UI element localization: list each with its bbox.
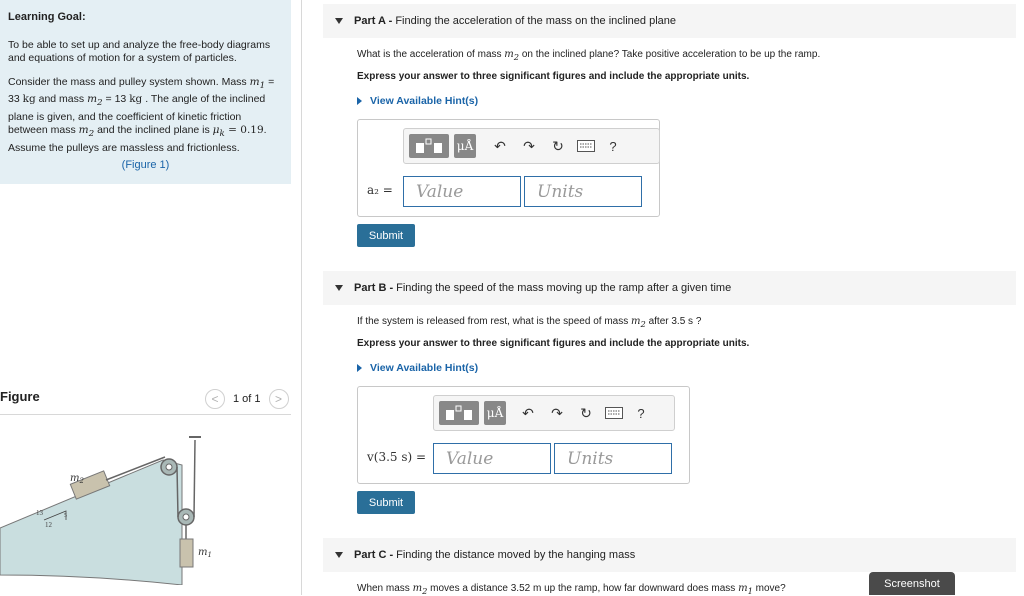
redo-icon[interactable]: ↷ [551,404,563,421]
part-a-header[interactable]: Part A - Finding the acceleration of the mass on the inclined plane [323,4,1016,38]
expand-arrow-icon [357,97,362,105]
part-b-answer-box [357,386,690,484]
part-b-answer-label: v(3.5 s) = [367,450,427,464]
units-symbol-button[interactable]: μÅ [484,401,506,425]
pulley-figure [0,425,230,585]
part-b-submit-button[interactable]: Submit [357,491,415,514]
next-figure-button[interactable]: > [269,389,289,409]
templates-icon[interactable] [409,134,449,158]
learning-goal-text: To be able to set up and analyze the free-body diagrams and equations of motion for a system of particles. [8,38,271,64]
figure-page-count: 1 of 1 [233,393,261,405]
part-c-title: Finding the distance moved by the hanging mass [396,549,636,561]
figure-title: Figure [0,389,40,404]
part-b-value-input[interactable]: Value [433,443,551,474]
part-a-submit-button[interactable]: Submit [357,224,415,247]
undo-icon[interactable]: ↶ [494,137,506,154]
keyboard-icon[interactable] [575,134,597,158]
expand-arrow-icon [357,364,362,372]
learning-goal-heading: Learning Goal: [8,11,86,23]
help-icon[interactable]: ? [609,138,617,154]
part-a-answer-label: a₂ = [367,183,393,197]
label-m1: $m_1$ [198,547,212,559]
units-symbol-button[interactable]: μÅ [454,134,476,158]
help-icon[interactable]: ? [637,405,645,421]
screenshot-button[interactable]: Screenshot [869,572,955,595]
part-b-requirement: Express your answer to three significant figures and include the appropriate units. [357,338,750,349]
part-b-header[interactable]: Part B - Finding the speed of the mass moving up the ramp after a given time [323,271,1016,305]
part-a-value-input[interactable]: Value [403,176,521,207]
undo-icon[interactable]: ↶ [522,404,534,421]
rope-left [177,467,178,517]
collapse-arrow-icon[interactable] [335,18,343,24]
svg-text:5: 5 [64,513,67,519]
part-a-hint-link[interactable]: View Available Hint(s) [357,95,478,107]
keyboard-icon[interactable] [603,401,625,425]
part-c-header[interactable]: Part C - Finding the distance moved by the hanging mass [323,538,1016,572]
collapse-arrow-icon[interactable] [335,285,343,291]
part-b-units-input[interactable]: Units [554,443,672,474]
figure-link[interactable]: (Figure 1) [121,159,170,171]
prev-figure-button[interactable]: < [205,389,225,409]
templates-icon[interactable] [439,401,479,425]
figure-divider [0,414,291,415]
part-b-title: Finding the speed of the mass moving up the ramp after a given time [396,282,732,294]
reset-icon[interactable]: ↻ [580,404,592,421]
rope-right [194,440,195,517]
part-b-question: If the system is released from rest, what is the speed of mass $m_2$ after 3.5 s ? [357,316,702,329]
problem-statement: Consider the mass and pulley system shown. Mass $m_1 = 33$ kg and mass $m_2 = 13$ kg . The angle of the inclined plane is given, and the coefficient of kinetic friction between mass $m_2$ and the inclined plane is $\mu_k = 0.19$. Assume the pulleys are massless and frictionless. [8,75,275,154]
learning-goal-panel [0,0,291,184]
part-a-answer-box [357,119,660,217]
reset-icon[interactable]: ↻ [552,137,564,154]
collapse-arrow-icon[interactable] [335,552,343,558]
part-a-title: Finding the acceleration of the mass on the inclined plane [395,15,676,27]
svg-text:13: 13 [36,509,43,517]
left-panel [0,0,291,595]
mass-m1-block [180,539,193,567]
figure-pager [205,389,289,409]
label-m2: $m_2$ [70,473,84,485]
redo-icon[interactable]: ↷ [523,137,535,154]
part-b-toolbar [433,395,675,431]
right-panel [323,0,1024,595]
part-a-question: What is the acceleration of mass $m_2$ on the inclined plane? Take positive acceleration to be up the ramp. [357,49,821,62]
panel-divider [301,0,302,595]
part-c-question: When mass $m_2$ moves a distance 3.52 m up the ramp, how far downward does mass $m_1$ move? [357,583,786,596]
part-a-requirement: Express your answer to three significant figures and include the appropriate units. [357,71,750,82]
svg-text:12: 12 [45,521,52,529]
part-b-hint-link[interactable]: View Available Hint(s) [357,362,478,374]
part-a-units-input[interactable]: Units [524,176,642,207]
part-a-toolbar [403,128,660,164]
